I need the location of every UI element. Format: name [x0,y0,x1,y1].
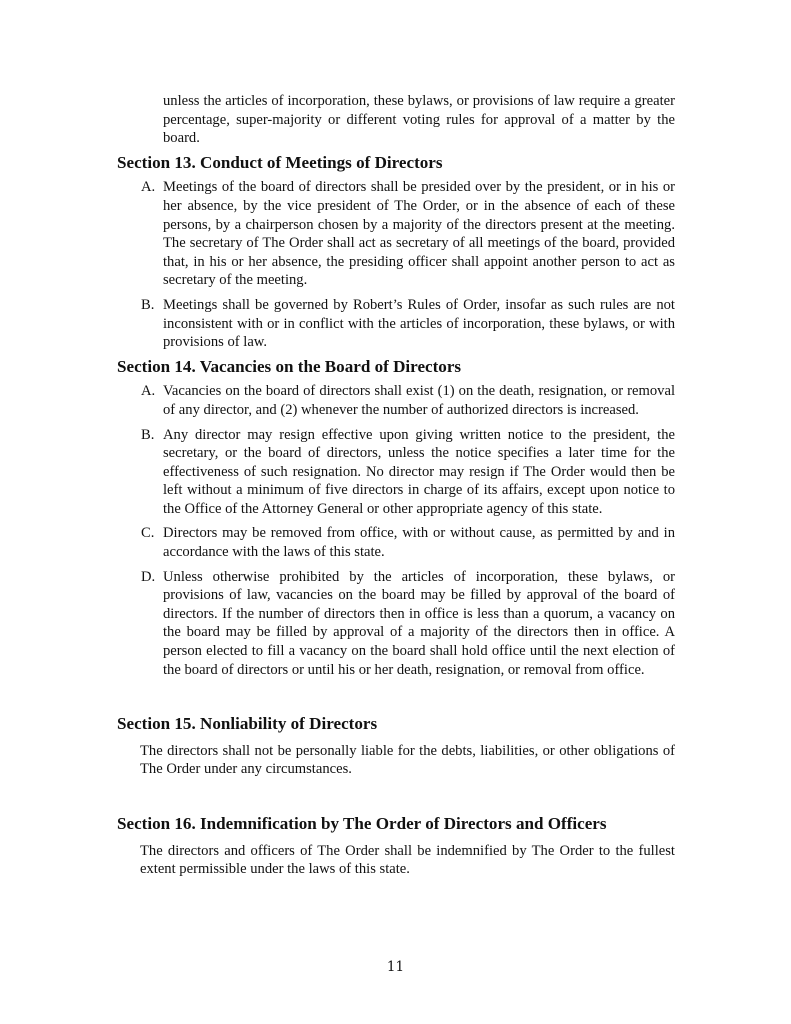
section-13-list [117,178,675,351]
list-item-text: Meetings shall be governed by Robert’s Rules of Order, insofar as such rules are not inconsistent with or in conflict with the articles of incorporation, these bylaws, or with provisions of law. [163,296,675,351]
list-item [117,178,675,290]
list-item [117,524,675,561]
page-content [117,92,675,879]
section-15-paragraph: The directors shall not be personally liable for the debts, liabilities, or other obligations of The Order under any circumstances. [140,742,675,778]
list-marker: B. [141,296,155,313]
list-item-text: Any director may resign effective upon giving written notice to the president, the secretary, or the board of directors, unless the notice specifies a later time for the effectiveness of such resignation. No director may resign if The Order would then be left without a minimum of five directors in charge of its affairs, except upon notice to the Office of the Attorney General or other appropriate agency of this state. [163,426,675,517]
list-marker: C. [141,525,155,542]
section-14-list [117,382,675,679]
list-marker: A. [141,383,156,400]
list-item [117,296,675,352]
list-item [117,382,675,419]
section-16-paragraph: The directors and officers of The Order shall be indemnified by The Order to the fullest extent permissible under the laws of this state. [140,842,675,878]
list-marker: D. [141,568,156,585]
list-item [117,426,675,519]
list-item [117,568,675,680]
page-number: 11 [386,959,405,975]
section-13-heading: Section 13. Conduct of Meetings of Directors [117,152,443,172]
list-marker: A. [141,179,156,196]
section-16-heading: Section 16. Indemnification by The Order of Directors and Officers [117,814,607,833]
list-marker: B. [141,426,155,443]
continuation-paragraph: unless the articles of incorporation, these bylaws, or provisions of law require a greater percentage, super-majority or different voting rules for approval of a matter by the board. [163,93,675,147]
list-item-text: Vacancies on the board of directors shall exist (1) on the death, resignation, or removal of any director, and (2) whenever the number of authorized directors is increased. [163,383,675,418]
section-14-heading: Section 14. Vacancies on the Board of Directors [117,356,462,376]
list-item-text: Meetings of the board of directors shall be presided over by the president, or in his or her absence, by the vice president of The Order, or in the absence of each of these persons, by a chairperson chosen by a majority of the directors present at the meeting. The secretary of The Order shall act as secretary of all meetings of the board, provided that, in his or her absence, the presiding officer shall appoint another person to act as secretary of the meeting. [163,179,675,289]
list-item-text: Unless otherwise prohibited by the articles of incorporation, these bylaws, or provisions of law, vacancies on the board may be filled by approval of the board of directors. If the number of directors then in office is less than a quorum, a vacancy on the board may be filled by approval of a majority of the directors then in office. A person elected to fill a vacancy on the board shall hold office until the next election of the board of directors or until his or her death, resignation, or removal from office. [163,568,675,678]
section-15-heading: Section 15. Nonliability of Directors [117,714,378,734]
list-item-text: Directors may be removed from office, with or without cause, as permitted by and in accordance with the laws of this state. [163,525,675,561]
